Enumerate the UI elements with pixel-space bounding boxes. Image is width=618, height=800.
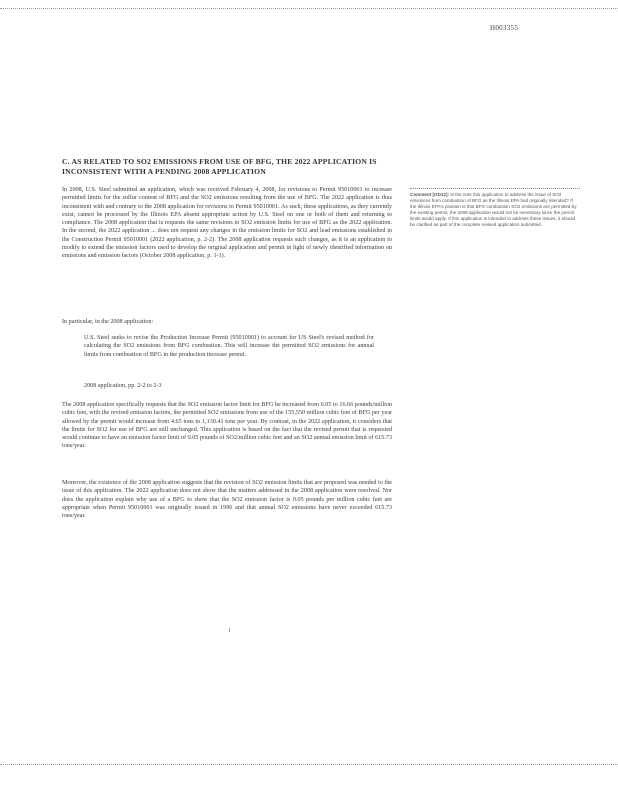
paragraph-moreover: Moreover, the existence of the 2008 application suggests that the revision of SO2 emission limits that are proposed was needed to the issue of this application. The 2022 application does not show that the matters addressed in the 2008 application were resolved. Nor does the application explain why use of a BFG to show that the SO2 emission factor is 0.05 pounds per million cubic feet are appropriate when Permit 95010001 was originally issued in 1996 and that annual SO2 emissions have never exceeded 615.73 tons/year. — [62, 480, 392, 520]
comment-text: Is the note this application to address the issue of SO2 emissions from combustion of BFG as the Illinois EPA had originally intended? If the Illinois EPA's position is that BFG combustion SO2 emissions are permitted by the existing permit, the 2008 application would not be necessary since the permit limits would apply. If this application is intended to address these issues, it should be clarified as part of the complete revised application submitted. — [410, 192, 577, 228]
comment-author: Comment [OD12]: — [410, 192, 450, 197]
paragraph-2008-application: In 2008, U.S. Steel submitted an application, which was received February 4, 2008, for revisions to Permit 95010001 to increase permitted limits for the sulfur content of BFG and the SO2 emissions resulting from the use of BFG. The 2022 application is thus inconsistent with and contrary to the 2008 application for revisions to Permit 95010001. As such, these applications, as they currently exist, cannot be processed by the Illinois EPA absent appropriate action by U.S. Steel on one or both of them and returning to compliance. The 2008 application that is requests the same revisions to SO2 emission limits for use of BFG as the 2022 application. In the second, the 2022 application ... does not request any changes in the emission limits for SO2 and lead emissions established in the Construction Permit 95010001 (2022 application, p. 2-2). The 2008 application requests such changes, as it is an application to modify to extend the emission factors used to develop the original application and permit in light of newly identified information on emissions and emission factors (October 2008 application, p. 1-1). — [62, 187, 392, 260]
margin-comment — [410, 188, 580, 229]
section-heading: C. AS RELATED TO SO2 EMISSIONS FROM USE OF BFG, THE 2022 APPLICATION IS INCONSISTENT WITH A PENDING 2008 APPLICATION — [62, 157, 377, 176]
paragraph-in-particular: In particular, in the 2008 application: — [62, 319, 154, 325]
bates-number: H003355 — [490, 24, 519, 32]
paragraph-emission-factor: The 2008 application specifically requests that the SO2 emission factor limit for BFG be increased from 0.05 to 16.66 pounds/million cubic feet, with the revised emission factors, the permitted SO2 emissions from use of the 155,550 million cubic feet of BFG per year allowed by the permit would increase from 4.65 tons to 1,130.41 tons per year. By contrast, in the 2022 application, it considers that the limits for SO2 for use of BFG are still unchanged. This application is based on the fact that the revised permit that is requested would continue to have an emission factor limit of 0.05 pounds of SO2/million cubic feet and an SO2 annual emission limit of 615.73 tons/year. — [62, 402, 392, 450]
page-mark: 1 — [228, 628, 231, 634]
scan-edge-bottom — [0, 764, 618, 765]
quote-citation: 2008 application, pp. 2-2 to 2-3 — [84, 383, 162, 389]
scan-edge-top — [0, 8, 618, 9]
block-quote: U.S. Steel seeks to revise the Production Increase Permit (95010001) to account for US Steel's revised method for calculating the SO2 emissions from BFG combustion. This will increase the permitted SO2 emissions for annual limits from combustion of BFG in the production increase permit. — [84, 335, 374, 358]
